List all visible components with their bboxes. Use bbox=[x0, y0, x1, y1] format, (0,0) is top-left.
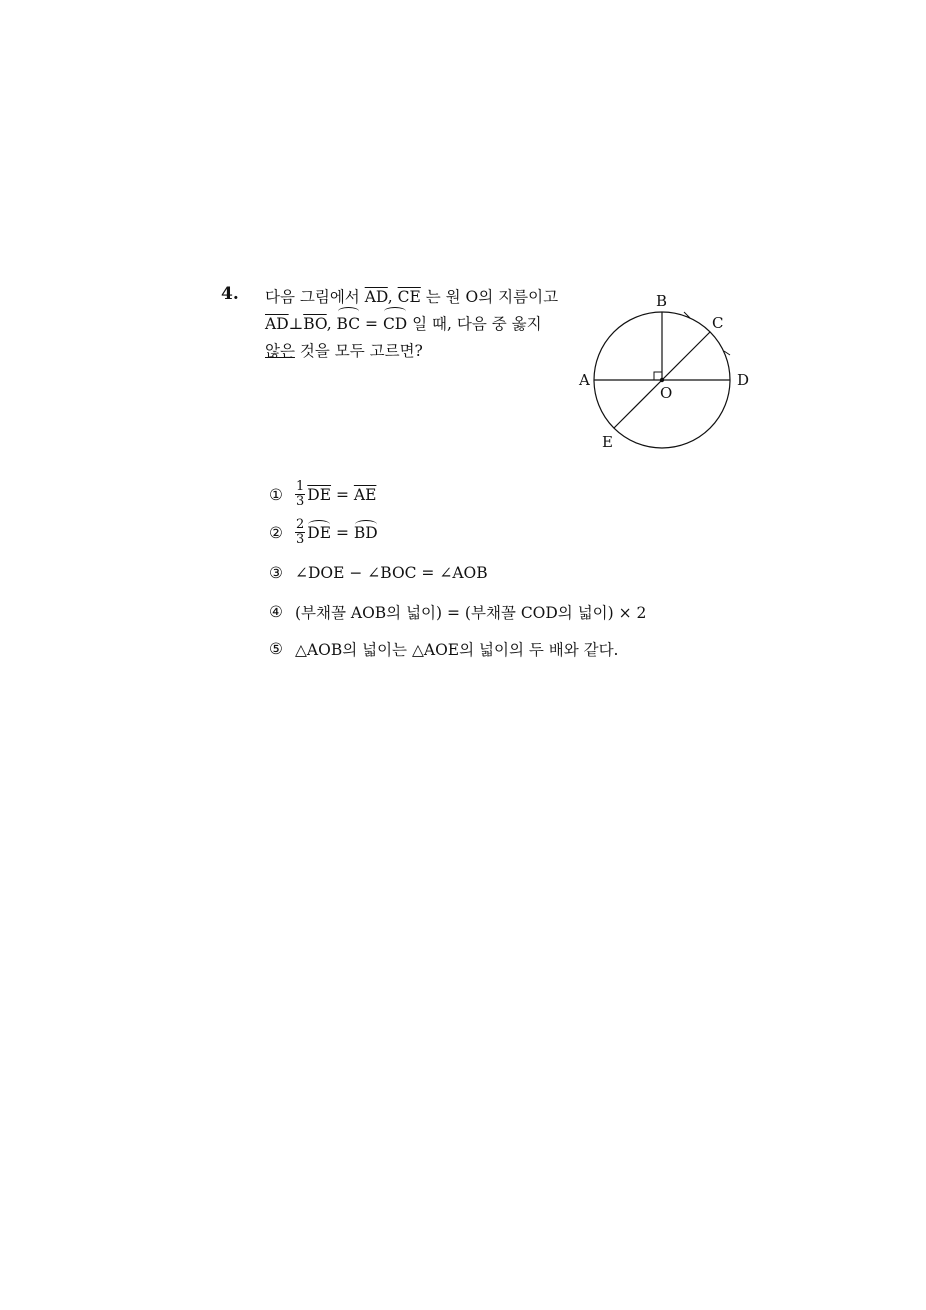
segment-ae: $\overline{AE}$ bbox=[353, 485, 377, 504]
equals: = bbox=[331, 485, 354, 504]
underlined-not: 않은 bbox=[265, 342, 295, 360]
choice-marker: ① bbox=[269, 485, 283, 504]
segment-bo: $\overline{BO}$ bbox=[303, 315, 327, 333]
segment-ad: $\overline{AD}$ bbox=[364, 288, 388, 306]
choice-3[interactable] bbox=[269, 564, 488, 582]
arc-cd: CD bbox=[383, 311, 407, 338]
choice-marker: ④ bbox=[269, 603, 283, 621]
stem-text: 일 때, 다음 중 옳지 bbox=[407, 315, 542, 333]
question-number: 4. bbox=[221, 284, 239, 304]
stem-text: , bbox=[326, 315, 337, 333]
choice-marker: ③ bbox=[269, 564, 283, 582]
stem-text: = bbox=[360, 315, 383, 333]
segment-ad: $\overline{AD}$ bbox=[265, 315, 289, 333]
fraction-denominator: 3 bbox=[296, 494, 305, 509]
arc-bd: BD bbox=[353, 523, 378, 542]
choice-5[interactable] bbox=[269, 638, 619, 660]
center-point bbox=[660, 378, 664, 382]
label-e: E bbox=[602, 433, 613, 451]
choice-1[interactable] bbox=[269, 480, 376, 509]
label-o: O bbox=[660, 384, 673, 402]
label-c: C bbox=[712, 314, 724, 332]
fraction-denominator: 3 bbox=[296, 532, 305, 547]
stem-text: 다음 그림에서 bbox=[265, 288, 365, 306]
arc-bc: BC bbox=[337, 311, 361, 338]
circle-figure bbox=[572, 288, 772, 458]
label-a: A bbox=[579, 371, 590, 389]
segment-de: $\overline{DE}$ bbox=[307, 485, 332, 504]
perp-symbol: ⊥ bbox=[288, 315, 304, 333]
choice-4[interactable] bbox=[269, 601, 646, 623]
choice-text: ∠DOE − ∠BOC = ∠AOB bbox=[295, 564, 488, 582]
stem-text: 것을 모두 고르면? bbox=[294, 342, 423, 360]
label-d: D bbox=[737, 371, 750, 389]
equals: = bbox=[331, 523, 354, 542]
label-b: B bbox=[656, 292, 668, 310]
fraction-numerator: 1 bbox=[296, 479, 305, 494]
stem-line-2 bbox=[265, 311, 565, 338]
choice-marker: ② bbox=[269, 523, 283, 542]
choice-text: △AOB의 넓이는 △AOE의 넓이의 두 배와 같다. bbox=[295, 641, 619, 659]
choice-2[interactable] bbox=[269, 518, 378, 547]
stem-text: , bbox=[387, 288, 398, 306]
question-stem bbox=[265, 284, 565, 365]
arc-de: DE bbox=[307, 523, 332, 542]
segment-ce: $\overline{CE}$ bbox=[397, 288, 421, 306]
fraction bbox=[295, 518, 305, 547]
fraction-numerator: 2 bbox=[296, 517, 305, 532]
fraction bbox=[295, 480, 305, 509]
stem-text: 는 원 O의 지름이고 bbox=[420, 288, 559, 306]
choice-text: (부채꼴 AOB의 넓이) = (부채꼴 COD의 넓이) × 2 bbox=[295, 604, 647, 622]
choice-marker: ⑤ bbox=[269, 640, 283, 658]
stem-line-3 bbox=[265, 338, 565, 365]
stem-line-1 bbox=[265, 284, 565, 311]
